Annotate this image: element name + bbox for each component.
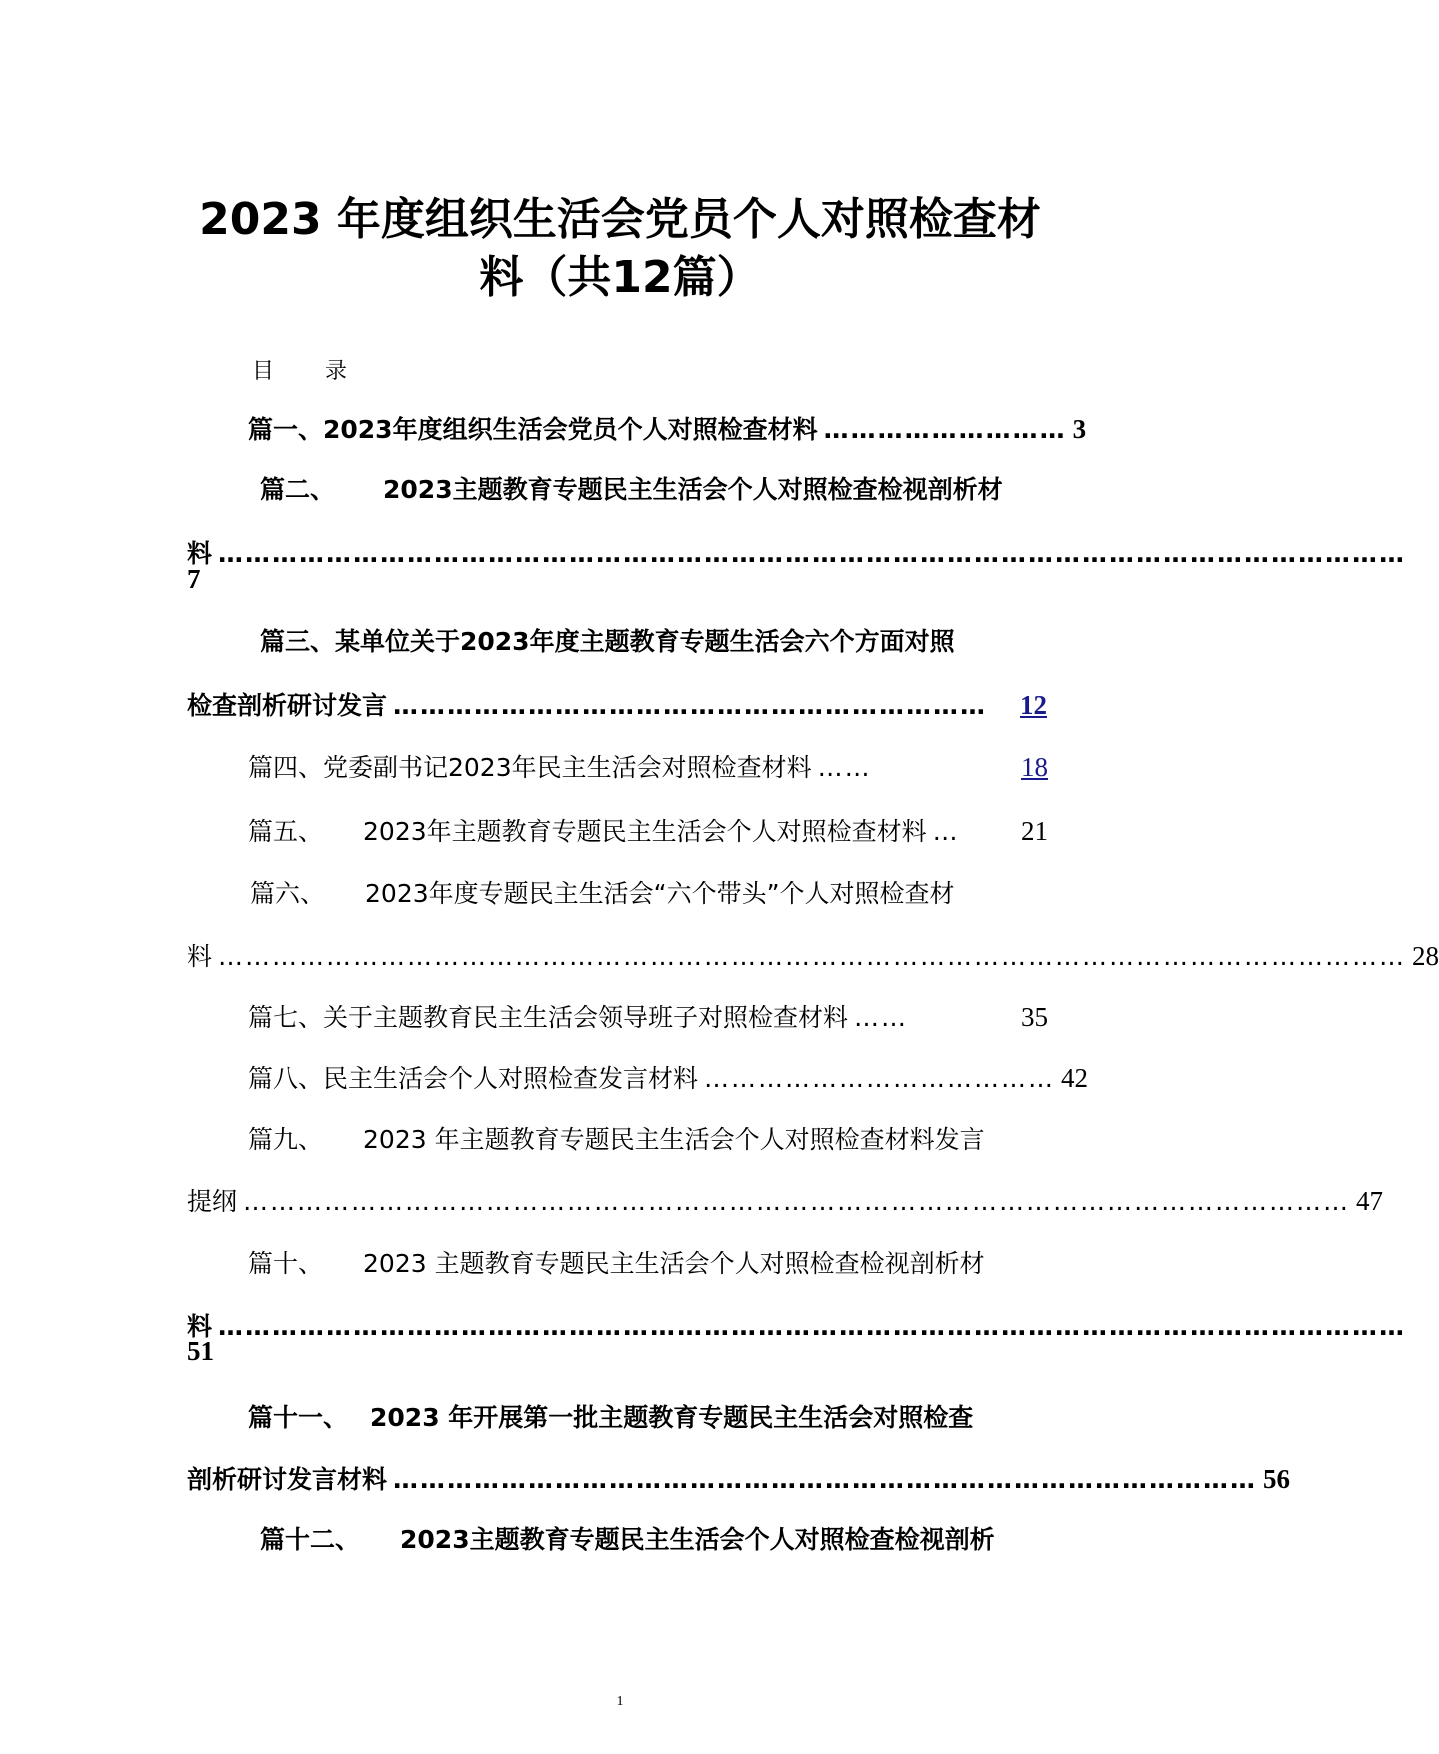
- toc-heading: 目 录: [252, 359, 369, 384]
- toc-entry-1[interactable]: [248, 410, 1087, 446]
- toc-entry-9-prefix: 篇九、: [248, 1125, 324, 1154]
- toc-entry-8-leader: …………………………………: [704, 1064, 1056, 1093]
- toc-entry-12-prefix: 篇十二、: [260, 1525, 361, 1554]
- toc-entry-2-title: 2023主题教育专题民主生活会个人对照检查检视剖析材: [383, 475, 1003, 504]
- toc-entry-9-page: 47: [1356, 1186, 1384, 1216]
- toc-entry-2-leader: ……………………………………………………………………………………………………………………: [218, 539, 1407, 568]
- toc-entry-6[interactable]: [250, 874, 1050, 910]
- toc-entry-10-continuation: [187, 1307, 1407, 1343]
- toc-entry-1-leader: ………………………: [823, 415, 1067, 444]
- toc-entry-5-prefix: 篇五、: [248, 817, 324, 846]
- toc-entry-11-leader: ……………………………………………………………………………………: [393, 1465, 1258, 1494]
- toc-entry-10[interactable]: [248, 1244, 1048, 1280]
- toc-entry-11-continuation: [187, 1460, 1291, 1496]
- toc-entry-11-title: 2023 年开展第一批主题教育专题民主生活会对照检查: [370, 1403, 974, 1432]
- toc-entry-9-title: 2023 年主题教育专题民主生活会个人对照检查材料发言: [363, 1125, 985, 1154]
- toc-entry-4[interactable]: [248, 748, 1048, 784]
- toc-entry-3-page-link[interactable]: 12: [1020, 690, 1047, 720]
- toc-entry-4-page-link[interactable]: 18: [1021, 752, 1048, 782]
- toc-entry-7-page: 35: [1021, 1002, 1048, 1032]
- toc-entry-3-cont: 检查剖析研讨发言: [187, 691, 388, 720]
- toc-entry-8[interactable]: [248, 1059, 1089, 1095]
- toc-entry-1-label: 篇一、2023年度组织生活会党员个人对照检查材料: [248, 415, 818, 444]
- toc-entry-9-leader: ……………………………………………………………………………………………………………: [243, 1187, 1351, 1216]
- toc-entry-2[interactable]: [260, 470, 1050, 506]
- toc-entry-9[interactable]: [248, 1120, 1048, 1156]
- toc-entry-12-title: 2023主题教育专题民主生活会个人对照检查检视剖析: [400, 1525, 995, 1554]
- toc-entry-10-leader: ……………………………………………………………………………………………………………………: [218, 1312, 1407, 1341]
- toc-entry-3-label: 篇三、某单位关于2023年度主题教育专题生活会六个方面对照: [260, 627, 955, 656]
- toc-entry-6-cont: 料: [187, 942, 213, 971]
- toc-entry-12[interactable]: [260, 1520, 1050, 1556]
- toc-entry-4-label: 篇四、党委副书记2023年民主生活会对照检查材料: [248, 753, 812, 782]
- toc-entry-10-page: 51: [187, 1336, 214, 1366]
- toc-entry-5[interactable]: [248, 812, 1048, 848]
- toc-entry-6-title: 2023年度专题民主生活会“六个带头”个人对照检查材: [365, 879, 955, 908]
- toc-entry-9-continuation: [187, 1182, 1384, 1218]
- toc-entry-1-page: 3: [1072, 414, 1087, 444]
- toc-entry-5-leader: …: [932, 817, 960, 846]
- toc-entry-6-prefix: 篇六、: [250, 879, 326, 908]
- toc-entry-9-cont: 提纲: [187, 1187, 238, 1216]
- toc-entry-3-leader: …………………………………………………………: [393, 691, 988, 720]
- toc-entry-11-cont: 剖析研讨发言材料: [187, 1465, 388, 1494]
- toc-entry-2-prefix: 篇二、: [260, 475, 336, 504]
- toc-entry-7-leader: ……: [854, 1003, 909, 1032]
- toc-entry-8-page: 42: [1061, 1063, 1089, 1093]
- toc-entry-10-title: 2023 主题教育专题民主生活会个人对照检查检视剖析材: [363, 1249, 985, 1278]
- toc-entry-5-page: 21: [1021, 816, 1048, 846]
- toc-entry-6-continuation: [187, 937, 1439, 973]
- toc-entry-7-label: 篇七、关于主题教育民主生活会领导班子对照检查材料: [248, 1003, 849, 1032]
- toc-entry-2-cont: 料: [187, 539, 213, 568]
- toc-entry-2-page: 7: [187, 564, 201, 594]
- toc-entry-5-title: 2023年主题教育专题民主生活会个人对照检查材料: [363, 817, 927, 846]
- toc-entry-3[interactable]: [260, 622, 1050, 658]
- toc-entry-10-cont: 料: [187, 1312, 213, 1341]
- toc-entry-6-leader: ……………………………………………………………………………………………………………………: [218, 942, 1407, 971]
- toc-entry-6-page: 28: [1412, 941, 1439, 971]
- toc-entry-2-continuation: [187, 534, 1407, 570]
- toc-entry-11[interactable]: [248, 1398, 1048, 1434]
- document-title-line2: 料（共12篇）: [479, 252, 761, 303]
- toc-entry-11-page: 56: [1263, 1464, 1291, 1494]
- toc-entry-10-prefix: 篇十、: [248, 1249, 324, 1278]
- document-title-line1: 2023 年度组织生活会党员个人对照检查材: [199, 194, 1041, 245]
- toc-entry-3-continuation: [187, 686, 1047, 722]
- toc-entry-11-prefix: 篇十一、: [248, 1403, 349, 1432]
- toc-entry-8-label: 篇八、民主生活会个人对照检查发言材料: [248, 1064, 699, 1093]
- page-number: 1: [616, 1694, 624, 1709]
- toc-entry-4-leader: ……: [817, 753, 872, 782]
- toc-entry-7[interactable]: [248, 998, 1048, 1034]
